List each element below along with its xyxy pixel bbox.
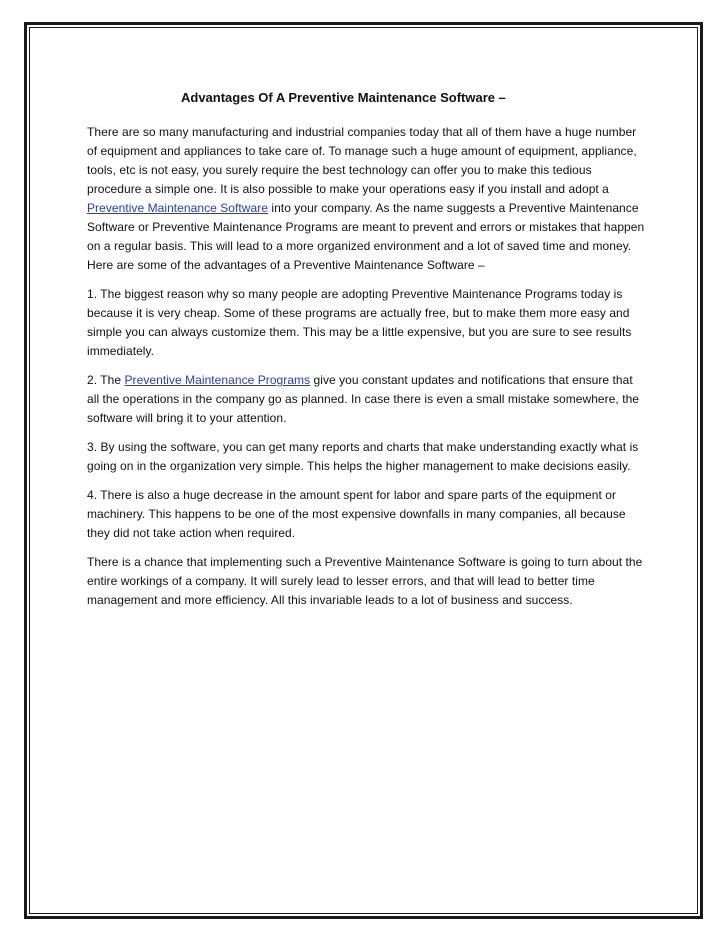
point-2-text-after-link: give you constant updates and notifications that ensure that all the operations in the company go as planned. In case there is even a small mistake somewhere, the software will bring it to your attention. <box>87 373 640 425</box>
intro-text-before-link: There are so many manufacturing and industrial companies today that all of them have a huge number of equipment and appliances to take care of. To manage such a huge amount of equipment, appliance, tools, etc is not easy, you surely require the best technology can offer you to make this tedious procedure a simple one. It is also possible to make your operations easy if you install and adopt a <box>87 125 637 196</box>
point-3-paragraph: 3. By using the software, you can get many reports and charts that make understanding exactly what is going on in the organization very simple. This helps the higher management to make decisions easily. <box>87 440 639 473</box>
document-body <box>87 89 647 620</box>
point-1-paragraph: 1. The biggest reason why so many people are adopting Preventive Maintenance Programs today is because it is very cheap. Some of these programs are actually free, but to make them more easy and simple you can always customize them. This may be a little expensive, but you are sure to see results immediately. <box>87 287 632 358</box>
point-2-text-before-link: 2. The <box>87 373 125 387</box>
point-4-paragraph: 4. There is also a huge decrease in the amount spent for labor and spare parts of the equipment or machinery. This happens to be one of the most expensive downfalls in many companies, all because they did not take action when required. <box>87 488 626 540</box>
preventive-maintenance-software-link[interactable]: Preventive Maintenance Software <box>87 201 268 215</box>
point-2-paragraph <box>87 371 647 428</box>
conclusion-paragraph: There is a chance that implementing such a Preventive Maintenance Software is going to turn about the entire workings of a company. It will surely lead to lesser errors, and that will lead to better time management and more efficiency. All this invariable leads to a lot of business and success. <box>87 555 643 607</box>
document-title: Advantages Of A Preventive Maintenance Software – <box>181 90 506 105</box>
intro-paragraph <box>87 123 647 275</box>
intro-text-after-link: into your company. As the name suggests a Preventive Maintenance Software or Preventive Maintenance Programs are meant to prevent and errors or mistakes that happen on a regular basis. This will lead to a more organized environment and a lot of saved time and money. Here are some of the advantages of a Preventive Maintenance Software – <box>87 201 645 272</box>
preventive-maintenance-programs-link[interactable]: Preventive Maintenance Programs <box>124 373 311 387</box>
